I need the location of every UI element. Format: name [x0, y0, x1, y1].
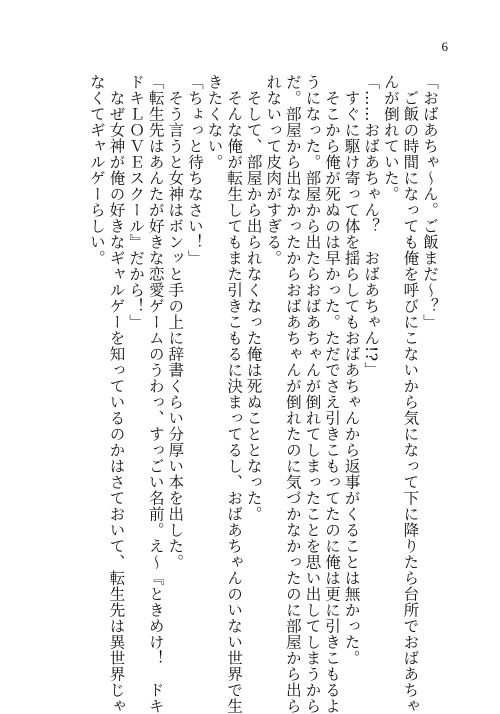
page-number: 6 — [441, 39, 448, 54]
text-line: そんな俺が転生してもまた引きこもるに決まってるし、おばあちゃんのいない世界で生 — [225, 74, 244, 714]
text-line: ドキＬＯＶＥスクール』だから！」 — [127, 74, 146, 330]
text-line: そこから俺が死ぬのは早かった。ただでさえ引きこもってたのに俺は更に引きこもるよ — [323, 74, 342, 714]
text-line: 「転生先はあんたが好きな恋愛ゲームのうわっ、すっごい名前。え〜『ときめけ！ ドキ — [146, 74, 165, 714]
text-line: なくてギャルゲーらしい。 — [87, 74, 106, 266]
text-line: すぐに駆け寄って体を揺らしてもおばあちゃんから返事がくることは無かった。 — [342, 74, 361, 666]
text-line: そう言うと女神はボンッと手の上に辞書くらい分厚い本を出した。 — [166, 74, 185, 570]
text-line: れないって皮肉がすぎる。 — [264, 74, 283, 266]
text-line: 「おばあちゃ〜ん。ご飯まだ〜？」 — [421, 74, 439, 330]
text-line: 「……おばあちゃん？ おばあちゃん!?」 — [362, 74, 381, 378]
text-line: だ。部屋から出なかったからおばあちゃんが倒れたのに気づかなかったのに部屋から出ら — [283, 74, 302, 714]
text-line: んが倒れていた。 — [381, 74, 400, 202]
text-line: きたくない。 — [205, 74, 224, 170]
text-line: なぜ女神が俺の好きなギャルゲーを知っているのかはさておいて、転生先は異世界じゃ — [107, 74, 126, 714]
text-line: そして、部屋から出られなくなった俺は死ぬこととなった。 — [244, 74, 263, 522]
text-line: 「ちょっと待ちなさい！」 — [185, 74, 204, 266]
text-line: うになった。部屋から出たらおばあちゃんが倒れてしまったことを思い出してしまうから — [303, 74, 322, 714]
vertical-text-body — [86, 74, 439, 714]
text-line: ご飯の時間になっても俺を呼びにこないから気になって下に降りたら台所でおばあちゃ — [401, 74, 420, 714]
